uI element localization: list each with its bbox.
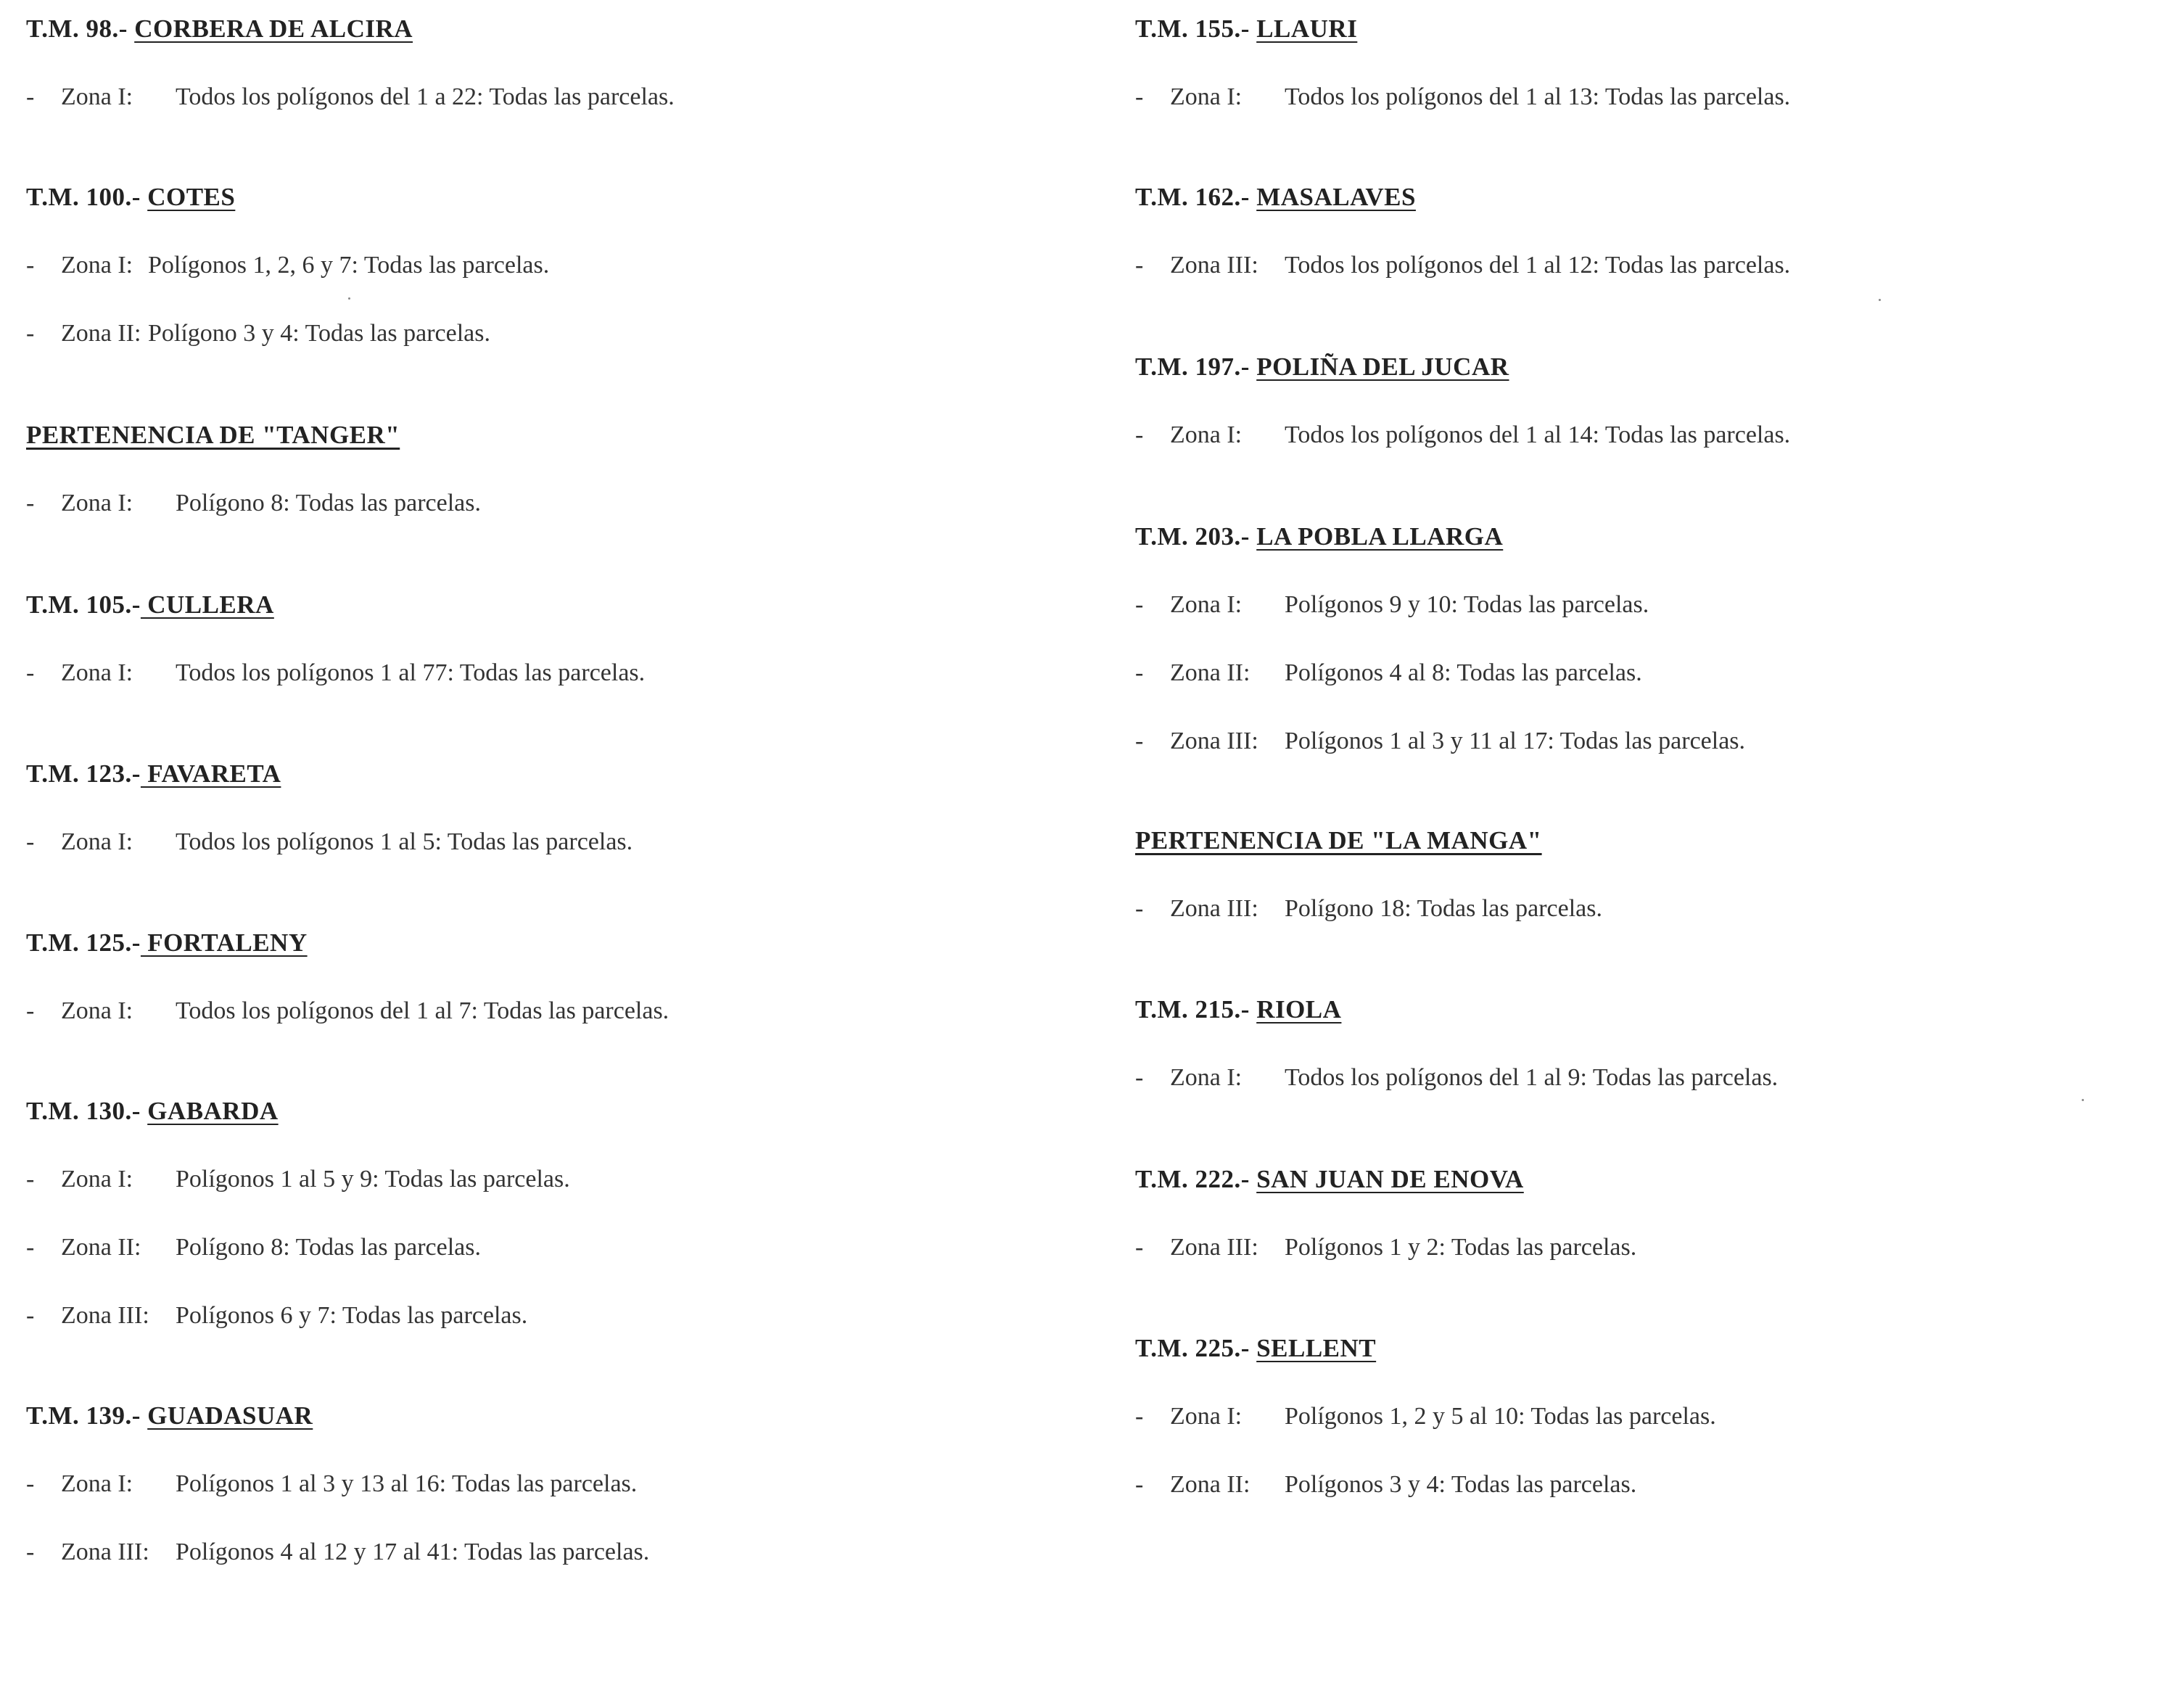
zone-label: Zona III: (61, 1302, 149, 1329)
municipality-name: FORTALENY (140, 928, 308, 957)
zone-label: Zona I: (1170, 421, 1243, 448)
section-heading: T.M. 225.- SELLENT (1135, 1334, 1377, 1362)
zone-line: - Zona III: Polígonos 4 al 12 y 17 al 41: Todas las parcelas. (26, 1536, 649, 1568)
zone-detail: Todos los polígonos del 1 a 22: Todas las parcelas. (176, 83, 675, 110)
zone-line: - Zona II: Polígono 8: Todas las parcelas. (26, 1232, 481, 1264)
municipality-name: POLIÑA DEL JUCAR (1256, 353, 1509, 381)
zone-line: - Zona II: Polígono 3 y 4: Todas las parcelas. (26, 318, 490, 350)
section-heading: T.M. 203.- LA POBLA LLARGA (1135, 522, 1504, 551)
section-heading: T.M. 139.- GUADASUAR (26, 1401, 313, 1430)
zone-detail: Polígonos 3 y 4: Todas las parcelas. (1285, 1471, 1637, 1498)
scan-speck (348, 297, 350, 300)
zone-label: Zona I: (61, 1470, 133, 1497)
municipality-name: PERTENENCIA DE "LA MANGA" (1135, 826, 1542, 854)
section-heading: T.M. 222.- SAN JUAN DE ENOVA (1135, 1165, 1524, 1193)
zone-detail: Todos los polígonos 1 al 5: Todas las parcelas. (176, 828, 633, 855)
section-heading: T.M. 98.- CORBERA DE ALCIRA (26, 15, 413, 43)
zone-line: - Zona III: Polígonos 6 y 7: Todas las parcelas. (26, 1300, 527, 1332)
zone-label: Zona I: (61, 828, 133, 855)
zone-label: Zona I: (61, 997, 133, 1024)
zone-line: - Zona I: Polígonos 1 al 5 y 9: Todas las parcelas. (26, 1163, 570, 1195)
zone-line: - Zona I: Todos los polígonos 1 al 77: Todas las parcelas. (26, 657, 645, 689)
municipality-name: COTES (147, 183, 236, 211)
zone-detail: Polígono 8: Todas las parcelas. (176, 490, 481, 516)
section-heading (26, 419, 400, 451)
municipality-name: CORBERA DE ALCIRA (134, 15, 413, 43)
zone-label: Zona III: (1170, 1234, 1258, 1261)
section-heading: T.M. 162.- MASALAVES (1135, 183, 1416, 211)
municipality-name: GABARDA (147, 1097, 279, 1125)
municipality-name: RIOLA (1256, 995, 1342, 1024)
zone-line: - Zona I: Todos los polígonos del 1 al 7: Todas las parcelas. (26, 995, 669, 1027)
scan-speck (2082, 1099, 2084, 1101)
zone-detail: Polígonos 4 al 12 y 17 al 41: Todas las parcelas. (176, 1539, 650, 1565)
zone-detail: Todos los polígonos 1 al 77: Todas las parcelas. (176, 659, 646, 686)
zone-label: Zona III: (61, 1539, 149, 1565)
municipality-name: FAVARETA (140, 759, 281, 788)
zone-line: - Zona III: Polígono 18: Todas las parcelas. (1135, 893, 1602, 925)
municipality-name: LLAURI (1256, 15, 1358, 43)
zone-line: - Zona I: Todos los polígonos del 1 al 13: Todas las parcelas. (1135, 81, 1790, 113)
zone-line: - Zona II: Polígonos 4 al 8: Todas las parcelas. (1135, 657, 1642, 689)
zone-detail: Polígonos 1, 2 y 5 al 10: Todas las parcelas. (1285, 1403, 1716, 1430)
section-heading: T.M. 123.- FAVARETA (26, 759, 281, 788)
zone-label: Zona I: (61, 1166, 133, 1193)
zone-detail: Polígonos 1 al 3 y 11 al 17: Todas las parcelas. (1285, 728, 1746, 754)
zone-label: Zona I: (1170, 1064, 1243, 1091)
zone-detail: Polígonos 1 al 5 y 9: Todas las parcelas. (176, 1166, 570, 1193)
zone-line: - Zona III: Polígonos 1 al 3 y 11 al 17: Todas las parcelas. (1135, 725, 1745, 757)
zone-detail: Polígonos 9 y 10: Todas las parcelas. (1285, 591, 1649, 618)
zone-label: Zona I: (1170, 1403, 1243, 1430)
zone-detail: Polígono 18: Todas las parcelas. (1285, 895, 1602, 922)
zone-detail: Polígonos 1, 2, 6 y 7: Todas las parcelas. (148, 252, 550, 279)
zone-label: Zona II: (61, 1234, 141, 1261)
zone-label: Zona I: (61, 252, 133, 279)
zone-line: - Zona III: Polígonos 1 y 2: Todas las parcelas. (1135, 1232, 1636, 1264)
scan-speck (1879, 299, 1881, 301)
municipality-name: CULLERA (140, 590, 274, 619)
zone-detail: Todos los polígonos del 1 al 12: Todas las parcelas. (1285, 252, 1791, 279)
zone-line: - Zona I: Polígonos 9 y 10: Todas las parcelas. (1135, 589, 1649, 621)
zone-line: - Zona II: Polígonos 3 y 4: Todas las parcelas. (1135, 1469, 1636, 1501)
zone-line: - Zona I: Todos los polígonos 1 al 5: Todas las parcelas. (26, 826, 632, 858)
section-heading: T.M. 125.- FORTALENY (26, 928, 308, 957)
section-heading: T.M. 100.- COTES (26, 183, 236, 211)
section-heading: T.M. 215.- RIOLA (1135, 995, 1342, 1024)
zone-detail: Polígono 8: Todas las parcelas. (176, 1234, 481, 1261)
municipality-name: GUADASUAR (147, 1401, 313, 1430)
zone-line: - Zona I: Polígonos 1, 2 y 5 al 10: Todas las parcelas. (1135, 1401, 1716, 1433)
zone-line: - Zona I: Polígonos 1, 2, 6 y 7: Todas las parcelas. (26, 250, 549, 281)
zone-label: Zona III: (1170, 252, 1258, 279)
zone-label: Zona II: (61, 320, 141, 347)
zone-label: Zona I: (1170, 591, 1243, 618)
zone-detail: Polígonos 4 al 8: Todas las parcelas. (1285, 659, 1642, 686)
zone-line: - Zona I: Polígonos 1 al 3 y 13 al 16: Todas las parcelas. (26, 1468, 637, 1500)
zone-line: - Zona I: Polígono 8: Todas las parcelas. (26, 487, 481, 519)
zone-label: Zona I: (1170, 83, 1243, 110)
zone-detail: Todos los polígonos del 1 al 13: Todas las parcelas. (1285, 83, 1791, 110)
zone-line: - Zona III: Todos los polígonos del 1 al 12: Todas las parcelas. (1135, 250, 1790, 281)
zone-detail: Todos los polígonos del 1 al 7: Todas las parcelas. (176, 997, 669, 1024)
zone-detail: Todos los polígonos del 1 al 9: Todas las parcelas. (1285, 1064, 1779, 1091)
section-heading: T.M. 197.- POLIÑA DEL JUCAR (1135, 353, 1509, 381)
zone-detail: Polígono 3 y 4: Todas las parcelas. (148, 320, 490, 347)
zone-line: - Zona I: Todos los polígonos del 1 a 22: Todas las parcelas. (26, 81, 675, 113)
zone-detail: Polígonos 6 y 7: Todas las parcelas. (176, 1302, 528, 1329)
zone-label: Zona III: (1170, 895, 1258, 922)
zone-line: - Zona I: Todos los polígonos del 1 al 14: Todas las parcelas. (1135, 419, 1790, 451)
zone-line: - Zona I: Todos los polígonos del 1 al 9: Todas las parcelas. (1135, 1062, 1778, 1094)
municipality-name: SAN JUAN DE ENOVA (1256, 1165, 1524, 1193)
zone-label: Zona I: (61, 490, 133, 516)
zone-detail: Polígonos 1 al 3 y 13 al 16: Todas las parcelas. (176, 1470, 638, 1497)
section-heading: T.M. 130.- GABARDA (26, 1097, 279, 1125)
section-heading: T.M. 105.- CULLERA (26, 590, 274, 619)
municipality-name: LA POBLA LLARGA (1256, 522, 1504, 551)
zone-detail: Polígonos 1 y 2: Todas las parcelas. (1285, 1234, 1637, 1261)
zone-label: Zona II: (1170, 1471, 1250, 1498)
municipality-name: MASALAVES (1256, 183, 1416, 211)
municipality-name: SELLENT (1256, 1334, 1377, 1362)
zone-label: Zona III: (1170, 728, 1258, 754)
section-heading: T.M. 155.- LLAURI (1135, 15, 1358, 43)
section-heading (1135, 825, 1542, 857)
zone-label: Zona I: (61, 83, 133, 110)
municipality-name: PERTENENCIA DE "TANGER" (26, 421, 400, 449)
zone-label: Zona II: (1170, 659, 1250, 686)
zone-detail: Todos los polígonos del 1 al 14: Todas las parcelas. (1285, 421, 1791, 448)
zone-label: Zona I: (61, 659, 133, 686)
